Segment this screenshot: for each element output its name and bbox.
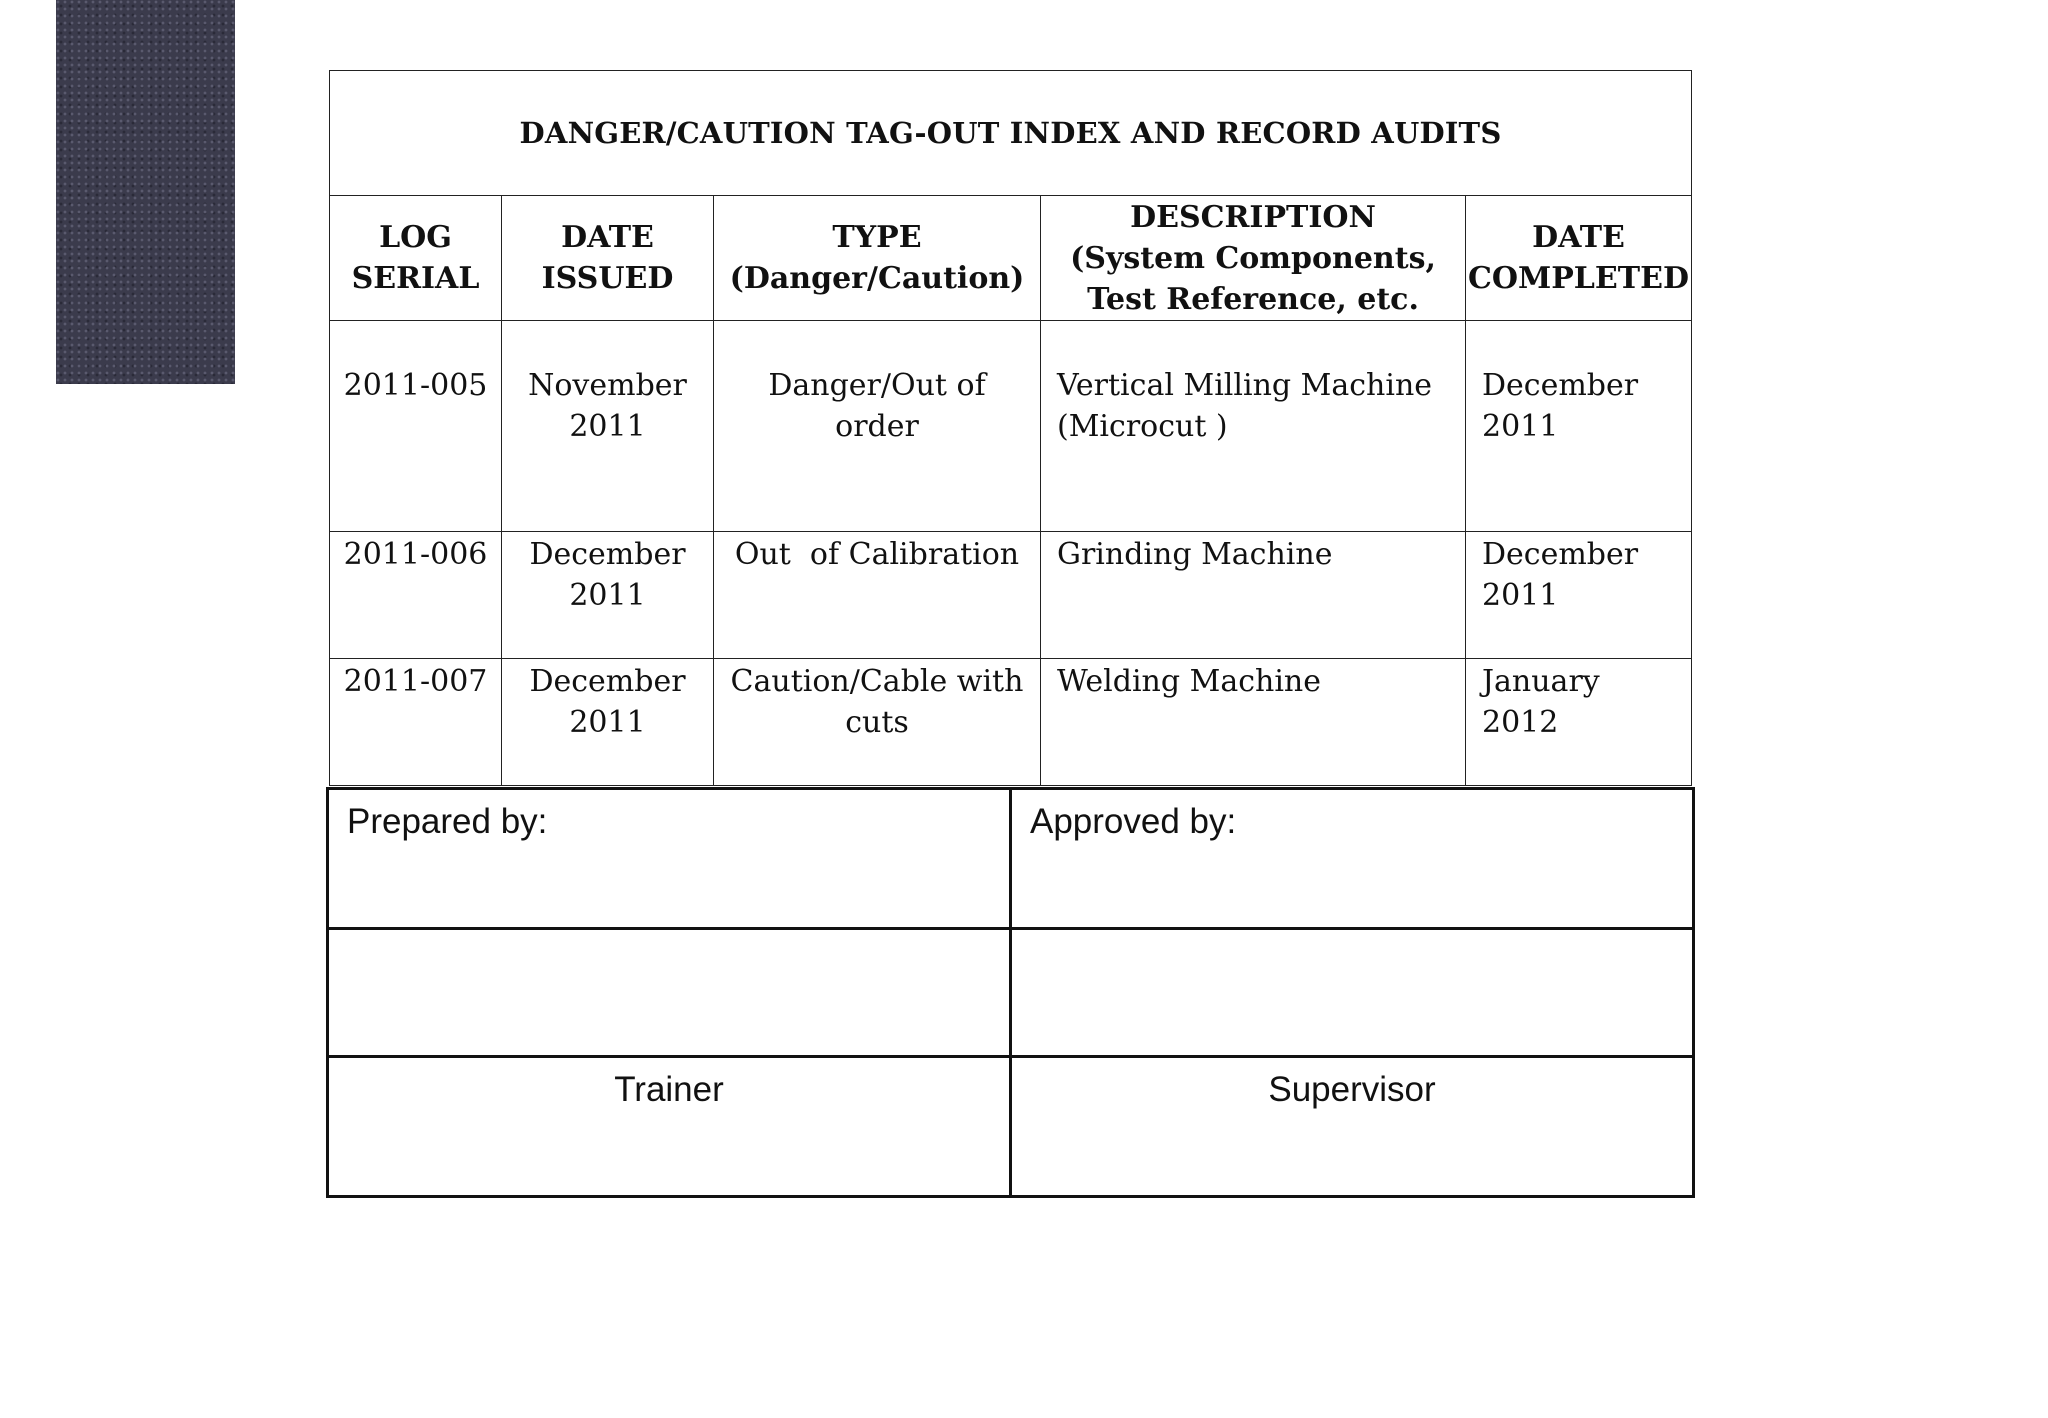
table-title-row [330, 71, 1692, 196]
prepared-by-label: Prepared by: [328, 789, 1011, 929]
signature-role-row [328, 1057, 1694, 1197]
cell-log-serial: 2011-005 [330, 321, 502, 532]
cell-type: Out of Calibration [714, 532, 1041, 659]
prepared-by-signature-field[interactable] [328, 929, 1011, 1057]
signature-blank-row [328, 929, 1694, 1057]
header-description: DESCRIPTION (System Components, Test Reference, etc. [1041, 196, 1466, 321]
cell-date-issued: December 2011 [502, 532, 714, 659]
table-row [330, 532, 1692, 659]
header-date-completed: DATE COMPLETED [1466, 196, 1692, 321]
signature-table [326, 787, 1695, 1198]
table-row [330, 321, 1692, 532]
cell-date-completed: January 2012 [1466, 659, 1692, 786]
header-type: TYPE (Danger/Caution) [714, 196, 1041, 321]
cell-date-issued: November 2011 [502, 321, 714, 532]
table-title: DANGER/CAUTION TAG-OUT INDEX AND RECORD AUDITS [330, 71, 1692, 196]
cell-description: Grinding Machine [1041, 532, 1466, 659]
tag-out-audit-table [329, 70, 1692, 786]
header-log-serial: LOG SERIAL [330, 196, 502, 321]
cell-log-serial: 2011-007 [330, 659, 502, 786]
cell-log-serial: 2011-006 [330, 532, 502, 659]
cell-date-issued: December 2011 [502, 659, 714, 786]
cell-type: Danger/Out of order [714, 321, 1041, 532]
approved-by-label: Approved by: [1011, 789, 1694, 929]
table-header-row [330, 196, 1692, 321]
cell-date-completed: December 2011 [1466, 321, 1692, 532]
header-date-issued: DATE ISSUED [502, 196, 714, 321]
cell-date-completed: December 2011 [1466, 532, 1692, 659]
table-row [330, 659, 1692, 786]
approved-by-signature-field[interactable] [1011, 929, 1694, 1057]
prepared-role-trainer: Trainer [328, 1057, 1011, 1197]
cell-description: Vertical Milling Machine (Microcut ) [1041, 321, 1466, 532]
cell-type: Caution/Cable with cuts [714, 659, 1041, 786]
cell-description: Welding Machine [1041, 659, 1466, 786]
decorative-patterned-strip [56, 0, 235, 384]
approved-role-supervisor: Supervisor [1011, 1057, 1694, 1197]
signature-label-row [328, 789, 1694, 929]
